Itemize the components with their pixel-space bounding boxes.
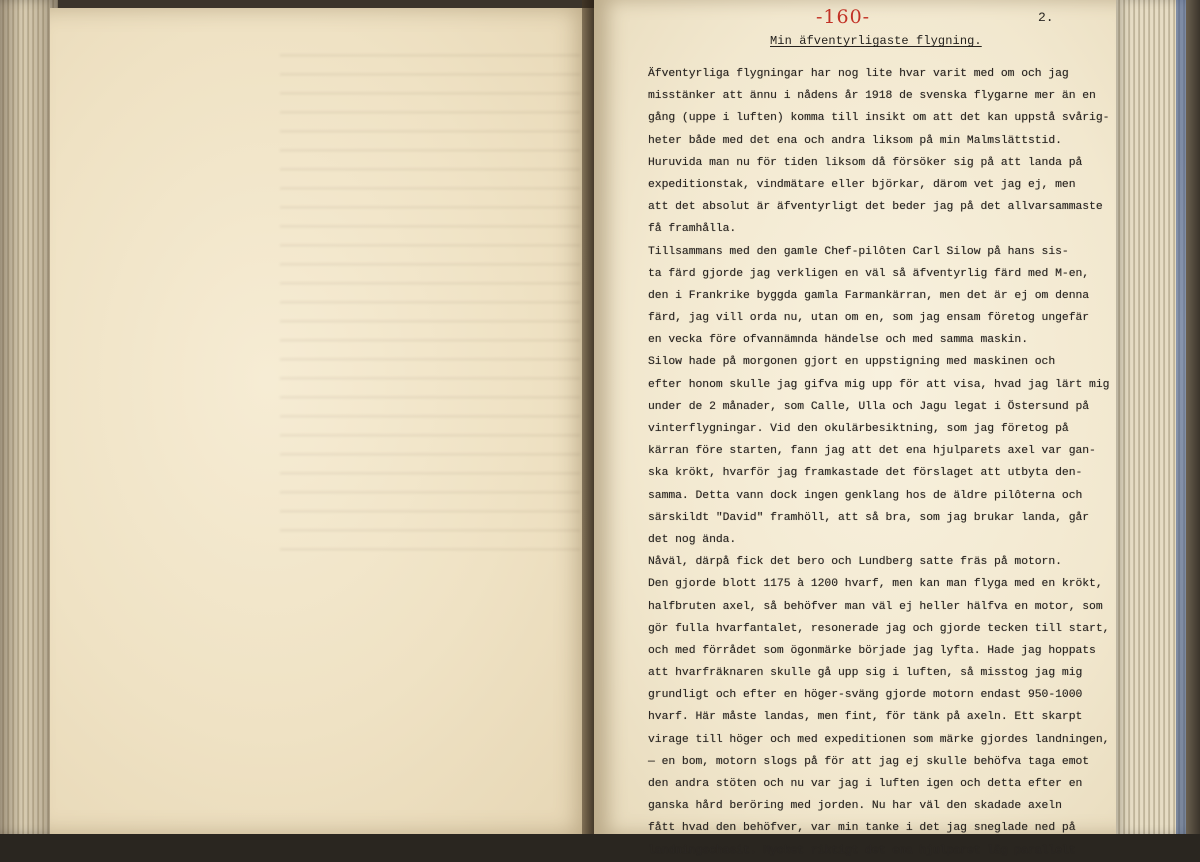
text-line: Äfventyrliga flygningar har nog lite hvar varit med om och jag (648, 68, 1069, 80)
text-line: och med förrådet som ögonmärke började jag lyfta. Hade jag hoppats (648, 644, 1096, 657)
right-page-edges (1116, 0, 1200, 834)
text-line: heter både med det ena och andra liksom på min Malmslättstid. (648, 134, 1062, 147)
page-number: 2. (1038, 10, 1054, 25)
text-line: Nåväl, därpå fick det bero och Lundberg satte fräs på motorn. (648, 556, 1062, 569)
text-line: virage till höger och med expeditionen som märke gjordes landningen, (648, 733, 1110, 746)
archive-page-number: -160- (816, 6, 871, 28)
left-page (50, 8, 595, 834)
text-line: färd, jag vill orda nu, utan om en, som jag ensam företog ungefär (648, 312, 1090, 325)
text-line: landningschasit. Mycket riktigt det ena hjulparet låg parallelt (648, 844, 1076, 857)
text-line: en vecka före ofvannämnda händelse och med samma maskin. (648, 334, 1028, 347)
text-line: grundligt och efter en höger-sväng gjorde motorn endast 950-1000 (648, 689, 1083, 702)
text-line: misstänker att ännu i nådens år 1918 de svenska flygarne mer än en (648, 90, 1096, 103)
text-line: Huruvida man nu för tiden liksom då försöker sig på att landa på (648, 156, 1083, 169)
text-line: expeditionstak, vindmätare eller björkar, därom vet jag ej, men (648, 178, 1076, 191)
text-line: Den gjorde blott 1175 à 1200 hvarf, men kan man flyga med en krökt, (648, 578, 1103, 591)
bleed-through-text (280, 38, 580, 558)
text-line: under de 2 månader, som Calle, Ulla och Jagu legat i Östersund på (648, 400, 1090, 413)
typed-text-body (648, 63, 1110, 862)
document-title: Min äfventyrligaste flygning. (770, 34, 982, 48)
text-line: den andra stöten och nu var jag i luften igen och detta efter en (648, 778, 1083, 790)
text-line: hvarf. Här måste landas, men fint, för tänk på axeln. Ett skarpt (648, 711, 1083, 724)
text-line: kärran före starten, fann jag att det ena hjulparets axel var gan- (648, 445, 1096, 458)
text-line: gör fulla hvarfantalet, resonerade jag och gjorde tecken till start, (648, 622, 1110, 635)
text-line: att det absolut är äfventyrligt det beder jag på det allvarsammaste (648, 201, 1103, 214)
text-line: halfbruten axel, så behöfver man väl ej heller hälfva en motor, som (648, 600, 1103, 613)
text-line: ganska hård beröring med jorden. Nu har väl den skadade axeln (648, 800, 1062, 813)
text-line: — en bom, motorn slogs på för att jag ej skulle behöfva taga emot (648, 755, 1090, 768)
text-line: samma. Detta vann dock ingen genklang hos de äldre pilôterna och (648, 489, 1083, 502)
text-line: särskildt "David" framhöll, att så bra, som jag brukar landa, går (648, 511, 1090, 524)
text-line: efter honom skulle jag gifva mig upp för att visa, hvad jag lärt mig (648, 378, 1110, 391)
text-line: ta färd gjorde jag verkligen en väl så äfventyrlig färd med M-en, (648, 267, 1090, 280)
text-line: ska krökt, hvarför jag framkastade det förslaget att utbyta den- (648, 467, 1083, 480)
text-line: Tillsammans med den gamle Chef-pilôten Carl Silow på hans sis- (648, 245, 1069, 258)
text-line: att hvarfräknaren skulle gå upp sig i luften, så misstog jag mig (648, 667, 1083, 680)
text-line: fått hvad den behöfver, var min tanke i det jag sneglade ned på (648, 822, 1076, 835)
text-line: gång (uppe i luften) komma till insikt om att det kan uppstå svårig- (648, 112, 1110, 125)
text-line: det nog ända. (648, 533, 737, 546)
text-line: vinterflygningar. Vid den okulärbesiktning, som jag företog på (648, 423, 1069, 435)
right-page (594, 0, 1120, 857)
text-line: den i Frankrike byggda gamla Farmankärran, men det är ej om denna (648, 289, 1090, 302)
text-line: Silow hade på morgonen gjort en uppstigning med maskinen och (648, 356, 1056, 369)
text-line: få framhålla. (648, 223, 737, 236)
